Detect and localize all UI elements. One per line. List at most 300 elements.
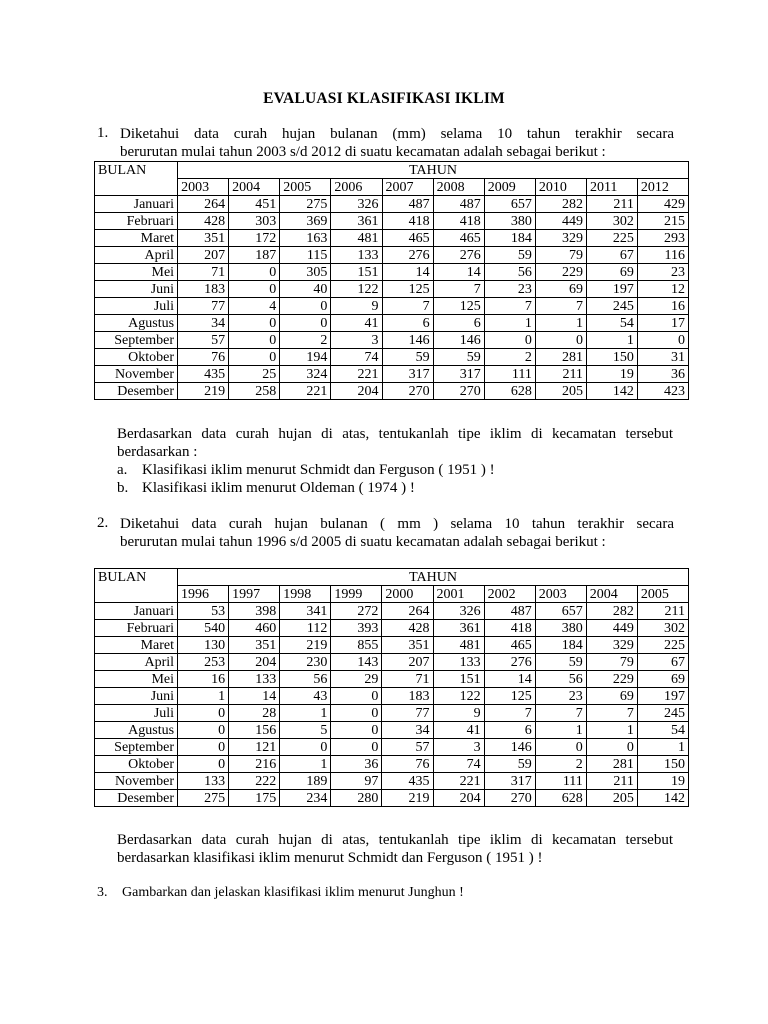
rainfall-cell: 150 [637, 756, 688, 773]
table-row [95, 790, 689, 807]
rainfall-cell: 0 [535, 332, 586, 349]
rainfall-cell: 276 [433, 247, 484, 264]
rainfall-cell: 41 [331, 315, 382, 332]
rainfall-cell: 280 [331, 790, 382, 807]
rainfall-cell: 275 [178, 790, 229, 807]
rainfall-cell: 69 [637, 671, 688, 688]
rainfall-cell: 189 [280, 773, 331, 790]
rainfall-cell: 175 [229, 790, 280, 807]
month-label: Januari [95, 603, 178, 620]
rainfall-cell: 207 [382, 654, 433, 671]
rainfall-cell: 79 [535, 247, 586, 264]
rainfall-cell: 225 [637, 637, 688, 654]
rainfall-cell: 7 [433, 281, 484, 298]
rainfall-cell: 125 [484, 688, 535, 705]
rainfall-cell: 428 [178, 213, 229, 230]
rainfall-cell: 97 [331, 773, 382, 790]
rainfall-cell: 369 [280, 213, 331, 230]
rainfall-cell: 204 [331, 383, 382, 400]
year-header: 2011 [586, 179, 637, 196]
month-label: Juli [95, 298, 178, 315]
rainfall-cell: 151 [331, 264, 382, 281]
rainfall-cell: 69 [586, 688, 637, 705]
rainfall-cell: 361 [331, 213, 382, 230]
rainfall-cell: 4 [229, 298, 280, 315]
rainfall-cell: 276 [382, 247, 433, 264]
rainfall-table-1 [94, 161, 689, 400]
rainfall-cell: 324 [280, 366, 331, 383]
rainfall-cell: 69 [535, 281, 586, 298]
table-row [95, 620, 689, 637]
rainfall-cell: 112 [280, 620, 331, 637]
rainfall-cell: 111 [535, 773, 586, 790]
month-label: November [95, 773, 178, 790]
q1-after-line2: berdasarkan : [117, 444, 198, 460]
rainfall-cell: 122 [433, 688, 484, 705]
rainfall-cell: 628 [484, 383, 535, 400]
rainfall-cell: 59 [382, 349, 433, 366]
rainfall-cell: 77 [178, 298, 229, 315]
rainfall-cell: 204 [433, 790, 484, 807]
rainfall-cell: 16 [178, 671, 229, 688]
rainfall-cell: 855 [331, 637, 382, 654]
rainfall-cell: 221 [280, 383, 331, 400]
year-header: 2009 [484, 179, 535, 196]
rainfall-cell: 74 [331, 349, 382, 366]
rainfall-cell: 329 [535, 230, 586, 247]
rainfall-cell: 1 [484, 315, 535, 332]
rainfall-cell: 465 [433, 230, 484, 247]
rainfall-cell: 133 [433, 654, 484, 671]
rainfall-cell: 0 [331, 722, 382, 739]
rainfall-cell: 1 [586, 722, 637, 739]
rainfall-cell: 2 [280, 332, 331, 349]
rainfall-cell: 133 [178, 773, 229, 790]
rainfall-cell: 5 [280, 722, 331, 739]
rainfall-cell: 150 [586, 349, 637, 366]
rainfall-cell: 133 [229, 671, 280, 688]
rainfall-cell: 326 [433, 603, 484, 620]
rainfall-cell: 125 [433, 298, 484, 315]
q2-after-line2: berdasarkan klasifikasi iklim menurut Schmidt dan Ferguson ( 1951 ) ! [117, 850, 543, 866]
rainfall-cell: 0 [280, 739, 331, 756]
rainfall-cell: 657 [484, 196, 535, 213]
rainfall-cell: 187 [229, 247, 280, 264]
table-row [95, 654, 689, 671]
month-label: November [95, 366, 178, 383]
rainfall-cell: 351 [382, 637, 433, 654]
month-label: Agustus [95, 315, 178, 332]
year-header: 2007 [382, 179, 433, 196]
rainfall-cell: 393 [331, 620, 382, 637]
rainfall-cell: 418 [484, 620, 535, 637]
rainfall-cell: 275 [280, 196, 331, 213]
rainfall-cell: 14 [433, 264, 484, 281]
q1-intro-line1: Diketahui data curah hujan bulanan (mm) selama 10 tahun terakhir secara [120, 126, 674, 142]
rainfall-cell: 56 [280, 671, 331, 688]
rainfall-cell: 69 [586, 264, 637, 281]
rainfall-cell: 6 [433, 315, 484, 332]
rainfall-cell: 163 [280, 230, 331, 247]
rainfall-cell: 451 [229, 196, 280, 213]
rainfall-cell: 71 [178, 264, 229, 281]
table-row [95, 739, 689, 756]
rainfall-cell: 0 [178, 756, 229, 773]
rainfall-cell: 79 [586, 654, 637, 671]
rainfall-cell: 0 [178, 722, 229, 739]
month-label: Februari [95, 213, 178, 230]
rainfall-cell: 0 [229, 332, 280, 349]
rainfall-cell: 245 [586, 298, 637, 315]
rainfall-cell: 205 [535, 383, 586, 400]
rainfall-cell: 481 [433, 637, 484, 654]
rainfall-cell: 0 [229, 281, 280, 298]
rainfall-cell: 449 [586, 620, 637, 637]
rainfall-cell: 6 [484, 722, 535, 739]
month-label: Oktober [95, 756, 178, 773]
rainfall-cell: 281 [535, 349, 586, 366]
rainfall-cell: 59 [433, 349, 484, 366]
rainfall-cell: 326 [331, 196, 382, 213]
table-row [95, 773, 689, 790]
month-label: Maret [95, 637, 178, 654]
month-label: April [95, 654, 178, 671]
month-label: Desember [95, 383, 178, 400]
rainfall-cell: 133 [331, 247, 382, 264]
rainfall-cell: 0 [280, 315, 331, 332]
rainfall-cell: 487 [382, 196, 433, 213]
rainfall-cell: 219 [382, 790, 433, 807]
rainfall-cell: 0 [535, 739, 586, 756]
rainfall-cell: 151 [433, 671, 484, 688]
rainfall-cell: 6 [382, 315, 433, 332]
rainfall-cell: 54 [637, 722, 688, 739]
rainfall-cell: 56 [484, 264, 535, 281]
rainfall-cell: 222 [229, 773, 280, 790]
rainfall-cell: 7 [586, 705, 637, 722]
rainfall-cell: 270 [484, 790, 535, 807]
rainfall-cell: 281 [586, 756, 637, 773]
table-row [95, 349, 689, 366]
rainfall-cell: 211 [637, 603, 688, 620]
rainfall-cell: 205 [586, 790, 637, 807]
rainfall-cell: 16 [637, 298, 688, 315]
rainfall-cell: 361 [433, 620, 484, 637]
rainfall-cell: 9 [331, 298, 382, 315]
q2-after-line1: Berdasarkan data curah hujan di atas, tentukanlah tipe iklim di kecamatan tersebut [117, 832, 673, 848]
rainfall-cell: 207 [178, 247, 229, 264]
rainfall-cell: 0 [229, 315, 280, 332]
month-label: Mei [95, 264, 178, 281]
rainfall-cell: 40 [280, 281, 331, 298]
year-header: 1999 [331, 586, 382, 603]
rainfall-cell: 305 [280, 264, 331, 281]
rainfall-cell: 54 [586, 315, 637, 332]
rainfall-cell: 67 [586, 247, 637, 264]
rainfall-cell: 1 [280, 756, 331, 773]
rainfall-cell: 0 [637, 332, 688, 349]
rainfall-cell: 270 [382, 383, 433, 400]
rainfall-cell: 264 [382, 603, 433, 620]
rainfall-cell: 115 [280, 247, 331, 264]
rainfall-cell: 43 [280, 688, 331, 705]
rainfall-cell: 465 [484, 637, 535, 654]
year-header: 2012 [637, 179, 688, 196]
rainfall-cell: 143 [331, 654, 382, 671]
rainfall-cell: 172 [229, 230, 280, 247]
table-row [95, 722, 689, 739]
rainfall-cell: 53 [178, 603, 229, 620]
q3-number: 3. [97, 885, 108, 900]
rainfall-cell: 293 [637, 230, 688, 247]
rainfall-cell: 142 [586, 383, 637, 400]
tahun-header: TAHUN [178, 162, 689, 179]
q1-after-line1: Berdasarkan data curah hujan di atas, tentukanlah tipe iklim di kecamatan tersebut [117, 426, 673, 442]
rainfall-cell: 282 [535, 196, 586, 213]
table-row [95, 637, 689, 654]
q2-intro-line2: berurutan mulai tahun 1996 s/d 2005 di suatu kecamatan adalah sebagai berikut : [120, 534, 606, 550]
table-row [95, 281, 689, 298]
rainfall-cell: 14 [229, 688, 280, 705]
rainfall-cell: 23 [535, 688, 586, 705]
month-label: Juni [95, 281, 178, 298]
table-row [95, 247, 689, 264]
bulan-header: BULAN [95, 569, 178, 586]
rainfall-cell: 56 [535, 671, 586, 688]
rainfall-cell: 0 [331, 688, 382, 705]
q1-item-a-marker: a. [117, 462, 128, 478]
table-row [95, 332, 689, 349]
year-header: 2004 [586, 586, 637, 603]
rainfall-cell: 71 [382, 671, 433, 688]
rainfall-cell: 0 [229, 264, 280, 281]
rainfall-cell: 221 [433, 773, 484, 790]
month-label: September [95, 739, 178, 756]
rainfall-cell: 272 [331, 603, 382, 620]
rainfall-cell: 7 [535, 705, 586, 722]
table-row [95, 671, 689, 688]
rainfall-cell: 7 [382, 298, 433, 315]
table-row [95, 383, 689, 400]
rainfall-cell: 1 [178, 688, 229, 705]
rainfall-cell: 465 [382, 230, 433, 247]
rainfall-cell: 67 [637, 654, 688, 671]
rainfall-cell: 211 [535, 366, 586, 383]
rainfall-cell: 351 [178, 230, 229, 247]
rainfall-cell: 9 [433, 705, 484, 722]
tahun-header: TAHUN [178, 569, 689, 586]
month-label: April [95, 247, 178, 264]
rainfall-cell: 76 [382, 756, 433, 773]
rainfall-cell: 36 [331, 756, 382, 773]
table-row [95, 264, 689, 281]
rainfall-cell: 3 [331, 332, 382, 349]
q2-intro-line1: Diketahui data curah hujan bulanan ( mm ) selama 10 tahun terakhir secara [120, 516, 674, 532]
rainfall-cell: 19 [586, 366, 637, 383]
rainfall-cell: 276 [484, 654, 535, 671]
rainfall-cell: 17 [637, 315, 688, 332]
rainfall-cell: 25 [229, 366, 280, 383]
rainfall-cell: 34 [178, 315, 229, 332]
rainfall-cell: 270 [433, 383, 484, 400]
rainfall-cell: 229 [586, 671, 637, 688]
rainfall-cell: 380 [535, 620, 586, 637]
rainfall-cell: 219 [178, 383, 229, 400]
rainfall-cell: 258 [229, 383, 280, 400]
year-header: 2000 [382, 586, 433, 603]
rainfall-cell: 221 [331, 366, 382, 383]
year-header: 2004 [229, 179, 280, 196]
rainfall-cell: 197 [637, 688, 688, 705]
rainfall-cell: 398 [229, 603, 280, 620]
rainfall-cell: 116 [637, 247, 688, 264]
rainfall-cell: 540 [178, 620, 229, 637]
table-row [95, 705, 689, 722]
rainfall-cell: 14 [382, 264, 433, 281]
rainfall-cell: 0 [280, 298, 331, 315]
month-label: September [95, 332, 178, 349]
year-header: 1996 [178, 586, 229, 603]
month-label: Februari [95, 620, 178, 637]
table-row [95, 315, 689, 332]
rainfall-cell: 1 [280, 705, 331, 722]
rainfall-cell: 1 [637, 739, 688, 756]
rainfall-cell: 1 [586, 332, 637, 349]
year-header: 2003 [535, 586, 586, 603]
q1-intro-line2: berurutan mulai tahun 2003 s/d 2012 di suatu kecamatan adalah sebagai berikut : [120, 144, 606, 160]
rainfall-cell: 142 [637, 790, 688, 807]
rainfall-cell: 184 [484, 230, 535, 247]
table-row [95, 213, 689, 230]
month-label: Desember [95, 790, 178, 807]
rainfall-cell: 146 [433, 332, 484, 349]
rainfall-cell: 234 [280, 790, 331, 807]
rainfall-cell: 7 [484, 298, 535, 315]
rainfall-cell: 156 [229, 722, 280, 739]
q1-item-b-marker: b. [117, 480, 129, 496]
rainfall-cell: 215 [637, 213, 688, 230]
rainfall-cell: 211 [586, 773, 637, 790]
rainfall-cell: 435 [382, 773, 433, 790]
rainfall-cell: 184 [535, 637, 586, 654]
rainfall-cell: 130 [178, 637, 229, 654]
table-row [95, 298, 689, 315]
table-row [95, 603, 689, 620]
year-header: 2005 [637, 586, 688, 603]
rainfall-cell: 12 [637, 281, 688, 298]
rainfall-cell: 19 [637, 773, 688, 790]
rainfall-cell: 449 [535, 213, 586, 230]
rainfall-cell: 23 [637, 264, 688, 281]
rainfall-cell: 351 [229, 637, 280, 654]
rainfall-cell: 302 [586, 213, 637, 230]
table-row [95, 230, 689, 247]
rainfall-cell: 41 [433, 722, 484, 739]
rainfall-cell: 303 [229, 213, 280, 230]
rainfall-cell: 57 [382, 739, 433, 756]
year-header: 2005 [280, 179, 331, 196]
rainfall-cell: 29 [331, 671, 382, 688]
rainfall-cell: 77 [382, 705, 433, 722]
rainfall-cell: 282 [586, 603, 637, 620]
rainfall-cell: 59 [484, 247, 535, 264]
rainfall-cell: 122 [331, 281, 382, 298]
q1-item-a-text: Klasifikasi iklim menurut Schmidt dan Ferguson ( 1951 ) ! [142, 462, 495, 478]
rainfall-cell: 23 [484, 281, 535, 298]
rainfall-cell: 418 [433, 213, 484, 230]
rainfall-cell: 28 [229, 705, 280, 722]
rainfall-cell: 7 [484, 705, 535, 722]
rainfall-cell: 0 [178, 705, 229, 722]
month-label: Agustus [95, 722, 178, 739]
rainfall-cell: 125 [382, 281, 433, 298]
month-label: Januari [95, 196, 178, 213]
table-row [95, 366, 689, 383]
rainfall-cell: 34 [382, 722, 433, 739]
year-header: 2010 [535, 179, 586, 196]
rainfall-cell: 0 [586, 739, 637, 756]
rainfall-cell: 657 [535, 603, 586, 620]
rainfall-cell: 0 [331, 705, 382, 722]
bulan-header: BULAN [95, 162, 178, 179]
year-header: 2008 [433, 179, 484, 196]
rainfall-cell: 0 [178, 739, 229, 756]
rainfall-cell: 423 [637, 383, 688, 400]
q1-number: 1. [97, 125, 109, 141]
rainfall-cell: 183 [382, 688, 433, 705]
rainfall-cell: 380 [484, 213, 535, 230]
rainfall-cell: 57 [178, 332, 229, 349]
month-label: Oktober [95, 349, 178, 366]
rainfall-cell: 111 [484, 366, 535, 383]
year-header: 1998 [280, 586, 331, 603]
table-row [95, 196, 689, 213]
rainfall-cell: 245 [637, 705, 688, 722]
rainfall-cell: 229 [535, 264, 586, 281]
rainfall-cell: 3 [433, 739, 484, 756]
rainfall-cell: 481 [331, 230, 382, 247]
q2-number: 2. [97, 515, 109, 531]
year-header: 2002 [484, 586, 535, 603]
year-header: 1997 [229, 586, 280, 603]
rainfall-cell: 31 [637, 349, 688, 366]
rainfall-cell: 418 [382, 213, 433, 230]
rainfall-cell: 76 [178, 349, 229, 366]
bulan-header-spacer [95, 179, 178, 196]
rainfall-cell: 146 [382, 332, 433, 349]
rainfall-cell: 1 [535, 315, 586, 332]
rainfall-cell: 628 [535, 790, 586, 807]
month-label: Maret [95, 230, 178, 247]
rainfall-cell: 329 [586, 637, 637, 654]
rainfall-cell: 317 [433, 366, 484, 383]
rainfall-cell: 0 [229, 349, 280, 366]
rainfall-cell: 225 [586, 230, 637, 247]
year-header: 2003 [178, 179, 229, 196]
rainfall-cell: 194 [280, 349, 331, 366]
rainfall-cell: 428 [382, 620, 433, 637]
bulan-header-spacer [95, 586, 178, 603]
rainfall-cell: 230 [280, 654, 331, 671]
rainfall-cell: 487 [484, 603, 535, 620]
rainfall-cell: 264 [178, 196, 229, 213]
rainfall-cell: 7 [535, 298, 586, 315]
year-header: 2006 [331, 179, 382, 196]
rainfall-cell: 219 [280, 637, 331, 654]
rainfall-cell: 146 [484, 739, 535, 756]
table-row [95, 756, 689, 773]
rainfall-cell: 2 [484, 349, 535, 366]
